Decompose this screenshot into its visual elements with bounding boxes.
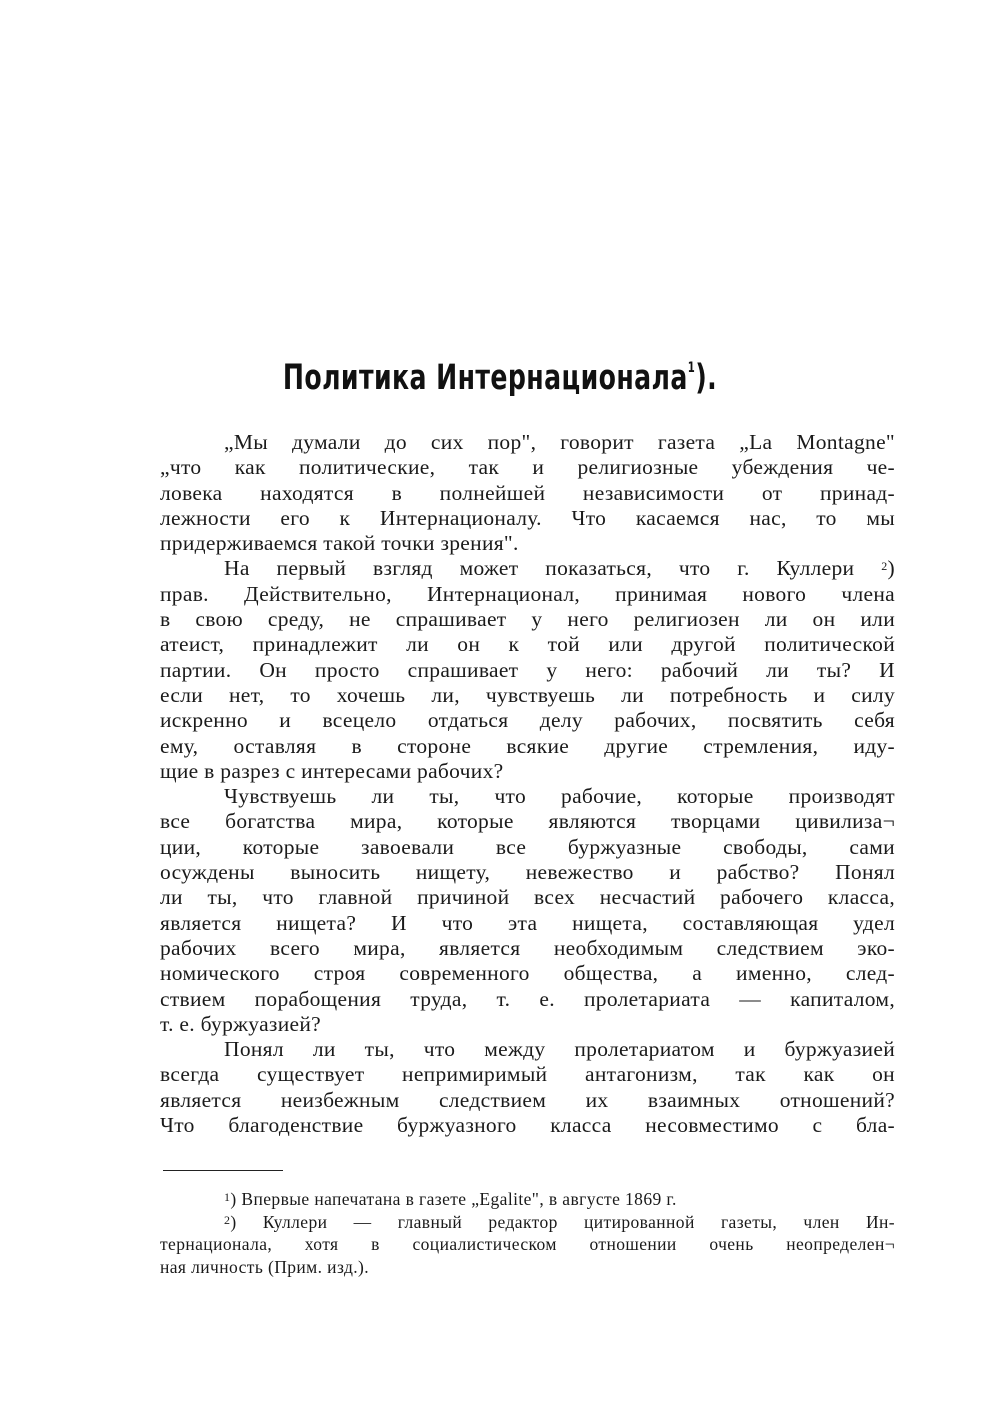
text-line: „Мы думали до сих пор", говорит газета „La Montagne" [224,430,895,454]
footnote-1-mark: 1 [224,1190,231,1204]
footnote-line: тернационала, хотя в социалистическом отношении очень неопределен¬ [160,1234,895,1254]
text-line: в свою среду, не спрашивает у него религиозен ли он или [160,607,895,632]
text-line: рабочих всего мира, является необходимым следствием эко- [160,935,895,960]
paragraph-4 [160,1037,895,1138]
text-line: щие в разрез с интересами рабочих? [160,758,504,783]
text-line: т. е. буржуазией? [160,1011,321,1036]
text-line-content: На первый взгляд может показаться, что г. Куллери [224,556,855,581]
footnote-mark-2-suffix: ) [887,556,895,581]
text-line [160,556,895,581]
paragraph-3 [160,784,895,1037]
footnote-line: ная личность (Прим. изд.). [160,1256,370,1277]
text-line: является неизбежным следствием их взаимных отношений? [160,1087,895,1112]
title-suffix: ). [695,358,718,398]
text-line: является нищета? И что эта нищета, составляющая удел [160,910,895,935]
main-text [160,430,895,1138]
footnote-line [160,1188,895,1211]
text-line: ции, которые завоевали все буржуазные свободы, сами [160,834,895,859]
text-line: прав. Действительно, Интернационал, принимая нового члена [160,581,895,606]
footnote-2 [160,1211,895,1279]
footnote-2-mark: 2 [224,1212,231,1227]
footnote-line [160,1211,895,1234]
text-line: если нет, то хочешь ли, чувствуешь ли потребность и силу [160,682,895,707]
chapter-title [100,358,900,398]
text-line: партии. Он просто спрашивает у него: рабочий ли ты? И [160,657,895,682]
footnote-mark-2: 2 [881,559,888,574]
paragraph-2 [160,556,895,784]
footnotes [160,1188,895,1278]
text-line: Чувствуешь ли ты, что рабочие, которые производят [224,784,895,809]
text-line: ли ты, что главной причиной всех несчастий рабочего класса, [160,885,895,910]
text-line: всегда существует непримиримый антагонизм, так как он [160,1062,895,1087]
text-line: ему, оставляя в стороне всякие другие стремления, иду- [160,733,895,758]
footnote-2-text: Куллери — главный редактор цитированной газеты, член Ин- [262,1211,895,1232]
text-line: осуждены выносить нищету, невежество и рабство? Понял [160,860,895,885]
text-line: искренно и всецело отдаться делу рабочих, посвятить себя [160,708,895,733]
footnote-1-mark-suffix: ) [230,1189,237,1209]
chapter-title-text: Политика Интернационала [282,358,688,398]
footnote-2-mark-suffix: ) [230,1211,237,1232]
text-line: Понял ли ты, что между пролетариатом и буржуазией [224,1037,895,1062]
footnote-1 [160,1188,895,1211]
title-footnote-mark: 1 [687,360,696,376]
text-line: ствием порабощения труда, т. е. пролетариата — капиталом, [160,986,895,1011]
text-line: ловека находятся в полнейшей независимости от принад- [160,480,895,505]
text-line: атеист, принадлежит ли он к той или другой политической [160,632,895,657]
text-line: придерживаемся такой точки зрения". [160,531,519,556]
text-line: все богатства мира, которые являются творцами цивилиза¬ [160,809,895,834]
text-line: „что как политические, так и религиозные убеждения че- [160,455,895,480]
paragraph-1 [160,430,895,556]
footnote-separator [163,1170,283,1171]
text-line: лежности его к Интернационалу. Что касаемся нас, то мы [160,505,895,530]
text-line: номического строя современного общества, а именно, след- [160,961,895,986]
footnote-1-text: Впервые напечатана в газете „Egalite", в августе 1869 г. [241,1189,677,1209]
text-line: Что благоденствие буржуазного класса несовместимо с бла- [160,1113,895,1138]
